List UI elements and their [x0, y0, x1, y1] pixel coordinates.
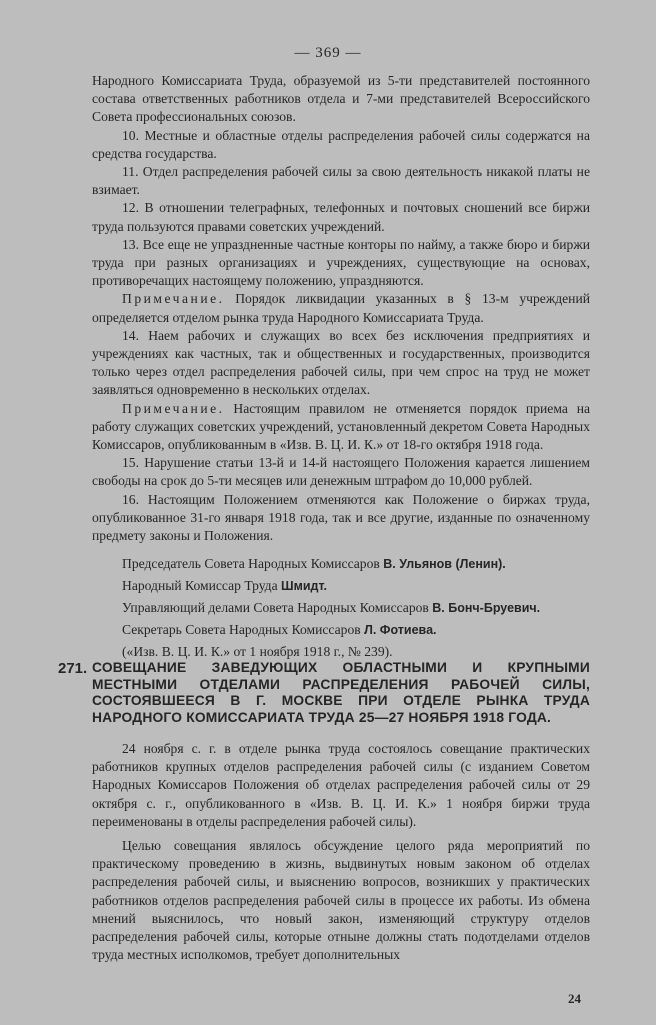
- signature-line: [122, 619, 590, 641]
- signature-line: [122, 553, 590, 575]
- signature-role: Председатель Совета Народных Комиссаров: [122, 556, 380, 572]
- signature-name: Л. Фотиева.: [364, 623, 437, 638]
- note-label: Примечание.: [122, 400, 225, 416]
- paragraph-16: 16. Настоящим Положением отменяются как Положение о биржах труда, опубликованное 31-го января 1918 года, так и все другие, изданные по означенному предмету законы и Положения.: [92, 491, 590, 544]
- signature-role: Народный Комиссар Труда: [122, 578, 278, 594]
- note-to-paragraph-13: [92, 290, 590, 326]
- paragraph-12: 12. В отношении телеграфных, телефонных и почтовых сношений все биржи труда пользуются правами советских учреждений.: [92, 200, 590, 234]
- signature-block: [122, 553, 590, 641]
- signature-name: В. Бонч-Бруевич.: [432, 601, 541, 616]
- note-to-paragraph-14: [92, 400, 590, 455]
- note-label: Примечание.: [122, 291, 225, 307]
- section-body: [92, 740, 590, 964]
- signature-role: Секретарь Совета Народных Комиссаров: [122, 622, 361, 638]
- printer-signature-mark: 24: [568, 991, 581, 1006]
- section-number: 271.: [58, 660, 88, 677]
- section-paragraph: 24 ноября с. г. в отделе рынка труда состоялось совещание практических работников крупных отделов распределения рабочей силы (с изданием Советом Народных Комиссаров Положения об отделах распределения рабочей силы от 29 октября с. г., опубликованного в «Изв. В. Ц. И. К.» 1 ноября биржи труда переименованы в отделы распределения рабочей силы).: [92, 741, 590, 829]
- paragraph-continuation: Народного Комиссариата Труда, образуемой из 5-ти представителей постоянного состава ответственных работников отдела и 7-ми представителей Всероссийского Совета профессиональных союзов.: [92, 73, 590, 125]
- signature-name: В. Ульянов (Ленин).: [383, 557, 506, 572]
- signature-role: Управляющий делами Совета Народных Комиссаров: [122, 600, 429, 616]
- signature-line: [122, 597, 590, 619]
- note-text: Порядок ликвидации указанных в § 13-м учреждений определяется отделом рынка труда Народного Комиссариата Труда.: [92, 291, 590, 325]
- section-271: [58, 660, 594, 970]
- section-heading: СОВЕЩАНИЕ ЗАВЕДУЮЩИХ ОБЛАСТНЫМИ И КРУПНЫМИ МЕСТНЫМИ ОТДЕЛАМИ РАСПРЕДЕЛЕНИЯ РАБОЧЕЙ СИЛЫ, СОСТОЯВШЕЕСЯ В Г. МОСКВЕ ПРИ ОТДЕЛЕ РЫНКА ТРУДА НАРОДНОГО КОМИССАРИАТА ТРУДА 25—27 НОЯБРЯ 1918 ГОДА.: [92, 660, 590, 725]
- source-citation: («Изв. В. Ц. И. К.» от 1 ноября 1918 г., № 239).: [122, 644, 393, 660]
- signature-name: Шмидт.: [281, 579, 327, 594]
- signature-line: [122, 575, 590, 597]
- page-number: — 369 —: [294, 45, 362, 61]
- paragraph-10: 10. Местные и областные отделы распределения рабочей силы содержатся на средства государства.: [92, 127, 590, 161]
- paragraph-14: 14. Наем рабочих и служащих во всех без исключения предприятиях и учреждениях как частных, так и общественных и государственных, производится только через отдел распределения рабочей силы, при чем спрос на труд не может заявляться одновременно в нескольких отделах.: [92, 327, 590, 398]
- note-text: Настоящим правилом не отменяется порядок приема на работу служащих советских учреждений, установленный декретом Совета Народных Комиссаров, опубликованным в «Изв. В. Ц. И. К.» от 18-го октября 1918 года.: [92, 400, 590, 453]
- paragraph-11: 11. Отдел распределения рабочей силы за свою деятельность никакой платы не взимает.: [92, 164, 590, 198]
- paragraph-15: 15. Нарушение статьи 13-й и 14-й настоящего Положения карается лишением свободы на срок до 5-ти месяцев или денежным штрафом до 10,000 рублей.: [92, 455, 590, 489]
- section-paragraph: Целью совещания являлось обсуждение целого ряда мероприятий по практическому проведению в жизнь, выдвинутых новым законом об отделах распределения рабочей силы, и выяснению вопросов, возникших у практических работников отделов распределения рабочей силы в процессе их работы. Из обмена мнений выяснилось, что новый закон, изменяющий структуру отделов распределения рабочей силы, которые отныне должны стать подотделами отделов труда местных исполкомов, требует дополнительных: [92, 838, 590, 963]
- paragraph-13: 13. Все еще не упраздненные частные конторы по найму, а также бюро и биржи труда при разных организациях и учреждениях, существующие на основах, противоречащих настоящему положению, упраздняются.: [92, 236, 590, 289]
- decree-text: [92, 72, 590, 661]
